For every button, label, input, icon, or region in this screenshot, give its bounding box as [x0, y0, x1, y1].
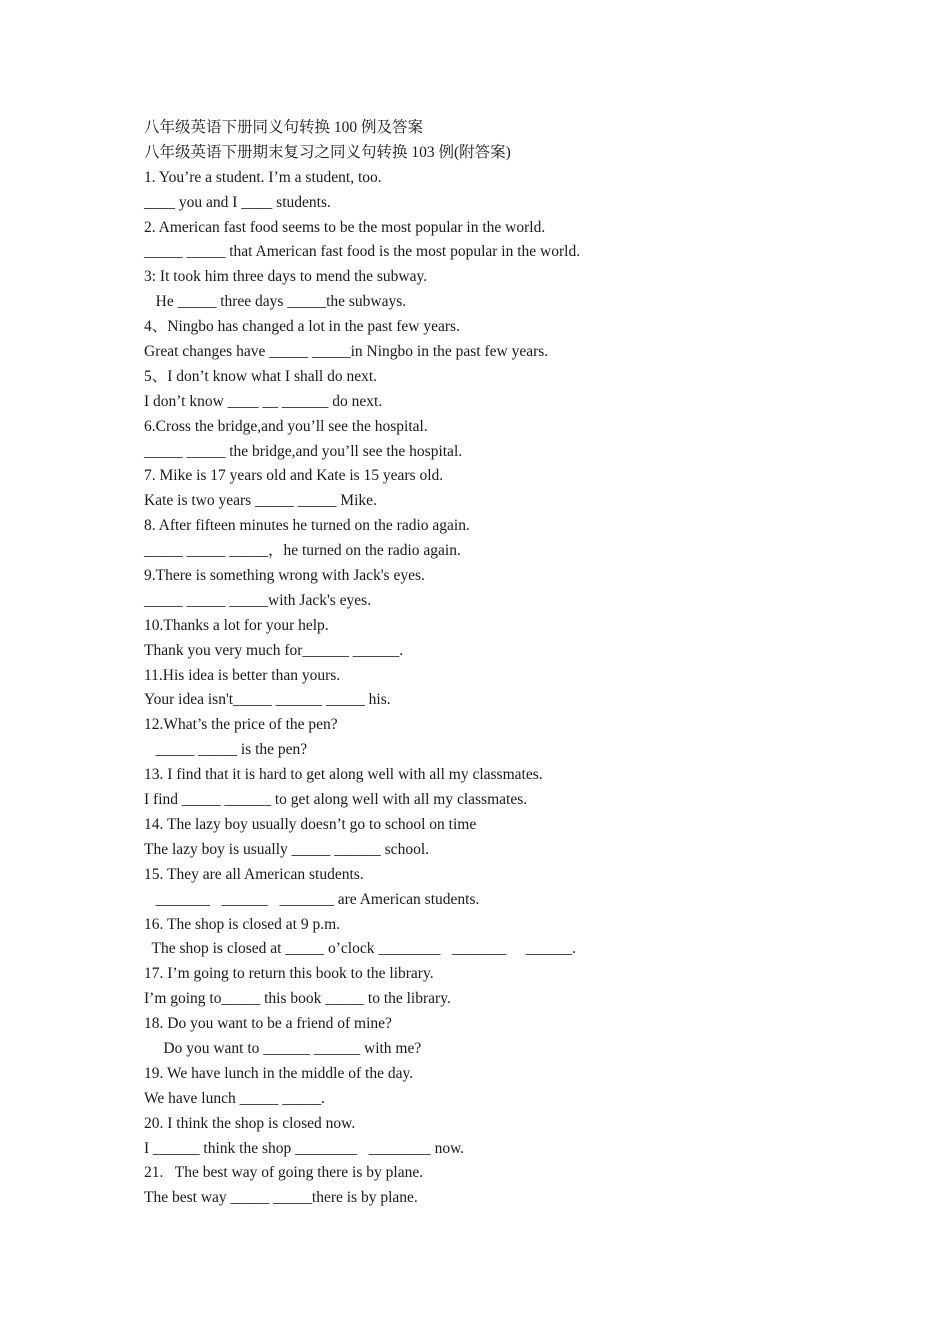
answer-blank-sentence: Thank you very much for______ ______.: [144, 641, 404, 659]
question-sentence: 4、Ningbo has changed a lot in the past few years.: [144, 318, 460, 336]
question-sentence: 19. We have lunch in the middle of the day.: [144, 1064, 414, 1082]
question-sentence: 3: It took him three days to mend the subway.: [144, 268, 428, 286]
question-sentence: 2. American fast food seems to be the most popular in the world.: [144, 218, 546, 236]
question-sentence: 11.His idea is better than yours.: [144, 666, 341, 684]
answer-blank-sentence: _____ _____ the bridge,and you’ll see the hospital.: [144, 442, 463, 460]
answer-blank-sentence: _____ _____ that American fast food is the most popular in the world.: [144, 243, 581, 261]
question-sentence: 15. They are all American students.: [144, 865, 364, 883]
answer-blank-sentence: _____ _____ _____，he turned on the radio again.: [144, 542, 461, 560]
question-sentence: 21. The best way of going there is by plane.: [144, 1164, 424, 1182]
question-sentence: 9.There is something wrong with Jack's eyes.: [144, 567, 425, 585]
answer-blank-sentence: We have lunch _____ _____.: [144, 1089, 325, 1107]
document-body: [144, 116, 864, 1211]
answer-blank-sentence: _____ _____ _____with Jack's eyes.: [144, 591, 372, 609]
question-sentence: 6.Cross the bridge,and you’ll see the hospital.: [144, 417, 428, 435]
answer-blank-sentence: _______ ______ _______ are American students.: [144, 890, 480, 908]
question-sentence: 13. I find that it is hard to get along well with all my classmates.: [144, 766, 543, 784]
answer-blank-sentence: The lazy boy is usually _____ ______ school.: [144, 840, 429, 858]
document-subtitle: 八年级英语下册期末复习之同义句转换 103 例(附答案): [144, 143, 511, 161]
answer-blank-sentence: ____ you and I ____ students.: [144, 193, 331, 211]
question-sentence: 5、I don’t know what I shall do next.: [144, 367, 378, 385]
question-sentence: 7. Mike is 17 years old and Kate is 15 years old.: [144, 467, 444, 485]
answer-blank-sentence: Your idea isn't_____ ______ _____ his.: [144, 691, 391, 709]
answer-blank-sentence: I’m going to_____ this book _____ to the library.: [144, 990, 451, 1008]
question-sentence: 16. The shop is closed at 9 p.m.: [144, 915, 341, 933]
answer-blank-sentence: The best way _____ _____there is by plane.: [144, 1189, 418, 1207]
question-sentence: 20. I think the shop is closed now.: [144, 1114, 356, 1132]
answer-blank-sentence: He _____ three days _____the subways.: [144, 293, 407, 311]
answer-blank-sentence: Kate is two years _____ _____ Mike.: [144, 492, 377, 510]
answer-blank-sentence: I don’t know ____ __ ______ do next.: [144, 392, 383, 410]
answer-blank-sentence: I find _____ ______ to get along well with all my classmates.: [144, 791, 528, 809]
answer-blank-sentence: Great changes have _____ _____in Ningbo in the past few years.: [144, 343, 549, 361]
question-sentence: 12.What’s the price of the pen?: [144, 716, 338, 734]
question-sentence: 17. I’m going to return this book to the library.: [144, 965, 434, 983]
question-sentence: 18. Do you want to be a friend of mine?: [144, 1015, 392, 1033]
answer-blank-sentence: _____ _____ is the pen?: [144, 741, 308, 759]
question-sentence: 8. After fifteen minutes he turned on the radio again.: [144, 517, 470, 535]
answer-blank-sentence: The shop is closed at _____ o’clock ________ _______ ______.: [144, 940, 576, 958]
question-sentence: 1. You’re a student. I’m a student, too.: [144, 168, 382, 186]
question-sentence: 14. The lazy boy usually doesn’t go to school on time: [144, 815, 477, 833]
document-title: 八年级英语下册同义句转换 100 例及答案: [144, 119, 424, 136]
answer-blank-sentence: Do you want to ______ ______ with me?: [144, 1039, 422, 1057]
question-sentence: 10.Thanks a lot for your help.: [144, 616, 329, 634]
answer-blank-sentence: I ______ think the shop ________ ________ now.: [144, 1139, 465, 1157]
